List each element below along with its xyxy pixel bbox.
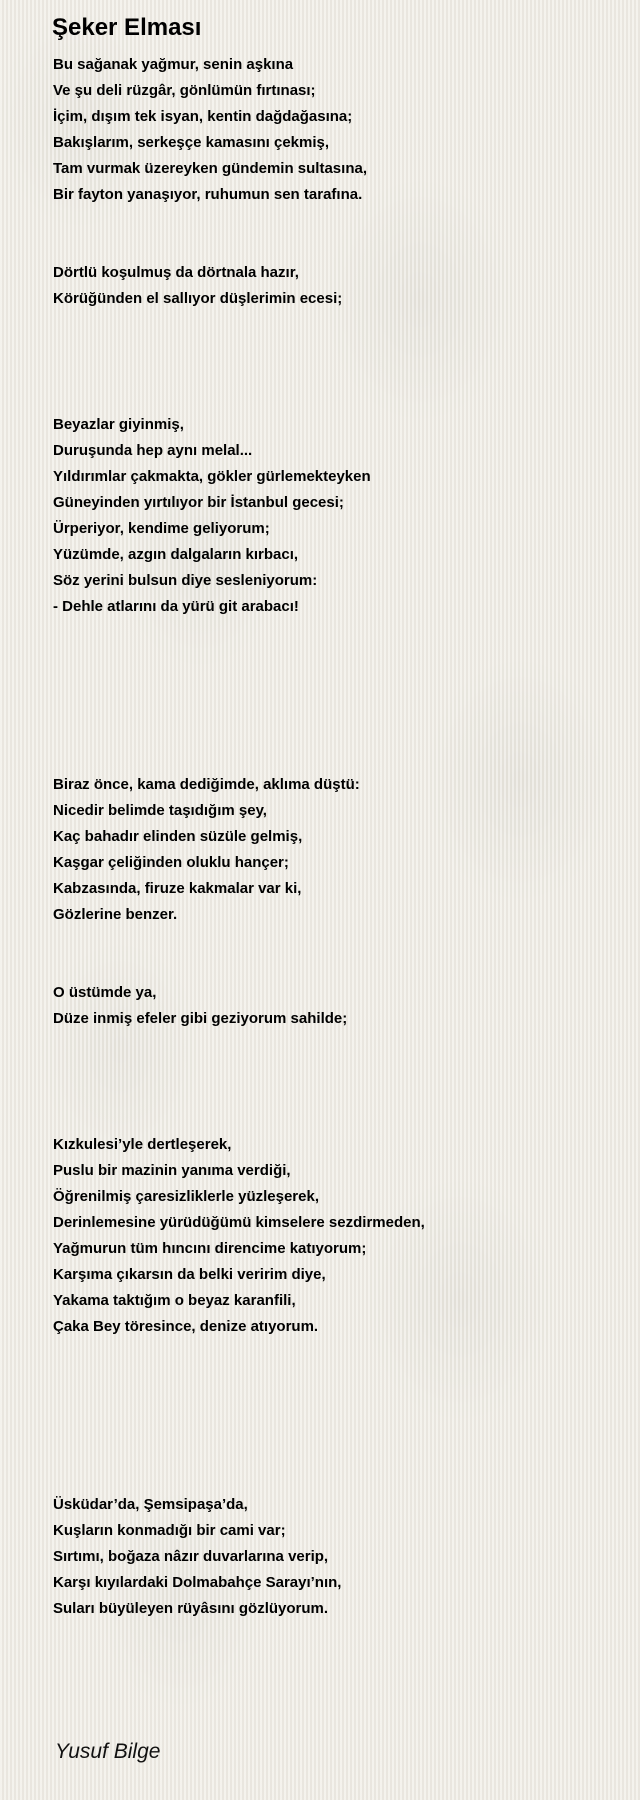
poem-line: Tam vurmak üzereyken gündemin sultasına, <box>53 160 367 177</box>
poem-line: Bu sağanak yağmur, senin aşkına <box>53 56 294 73</box>
poem-line: Puslu bir mazinin yanıma verdiği, <box>53 1162 291 1179</box>
poem-line: Karşıma çıkarsın da belki veririm diye, <box>53 1266 326 1283</box>
poem-line: Kaç bahadır elinden süzüle gelmiş, <box>53 828 303 845</box>
stanza-5 <box>53 980 347 1032</box>
stanza-1 <box>53 52 367 208</box>
poem-line: Duruşunda hep aynı melal... <box>53 442 253 459</box>
poem-line: Öğrenilmiş çaresizliklerle yüzleşerek, <box>53 1188 319 1205</box>
poem-line: Düze inmiş efeler gibi geziyorum sahilde; <box>53 1010 348 1027</box>
poem-line: Biraz önce, kama dediğimde, aklıma düştü: <box>53 776 360 793</box>
poem-line: Yağmurun tüm hıncını direncime katıyorum; <box>53 1240 367 1257</box>
poem-line: Bir fayton yanaşıyor, ruhumun sen tarafına. <box>53 186 363 203</box>
poem-title: Şeker Elması <box>52 14 202 41</box>
poem-line: Karşı kıyılardaki Dolmabahçe Sarayı’nın, <box>53 1574 342 1591</box>
poem-line: Söz yerini bulsun diye sesleniyorum: <box>53 572 318 589</box>
poem-line: Nicedir belimde taşıdığım şey, <box>53 802 267 819</box>
stanza-7 <box>53 1492 341 1622</box>
stanza-4 <box>53 772 360 928</box>
poem-line: Beyazlar giyinmiş, <box>53 416 184 433</box>
poem-line: Üsküdar’da, Şemsipaşa’da, <box>53 1496 248 1513</box>
stanza-3 <box>53 412 371 620</box>
poem-line: Sırtımı, boğaza nâzır duvarlarına verip, <box>53 1548 329 1565</box>
poem-line: Yüzümde, azgın dalgaların kırbacı, <box>53 546 299 563</box>
stanza-2 <box>53 260 342 312</box>
poem-line: O üstümde ya, <box>53 984 157 1001</box>
poem-line: Ve şu deli rüzgâr, gönlümün fırtınası; <box>53 82 316 99</box>
poem-line: - Dehle atlarını da yürü git arabacı! <box>53 598 299 615</box>
poem-line: Kaşgar çeliğinden oluklu hançer; <box>53 854 289 871</box>
poem-line: Dörtlü koşulmuş da dörtnala hazır, <box>53 264 299 281</box>
poem-line: Derinlemesine yürüdüğümü kimselere sezdirmeden, <box>53 1214 425 1231</box>
poem-line: Yıldırımlar çakmakta, gökler gürlemekteyken <box>53 468 371 485</box>
poem-line: Yakama taktığım o beyaz karanfili, <box>53 1292 296 1309</box>
poem-line: Gözlerine benzer. <box>53 906 178 923</box>
poem-line: Ürperiyor, kendime geliyorum; <box>53 520 270 537</box>
poem-line: Kuşların konmadığı bir cami var; <box>53 1522 286 1539</box>
poem-author: Yusuf Bilge <box>55 1740 161 1763</box>
poem-line: Kızkulesi’yle dertleşerek, <box>53 1136 232 1153</box>
poem-line: Güneyinden yırtılıyor bir İstanbul gecesi; <box>53 494 344 511</box>
poem-line: İçim, dışım tek isyan, kentin dağdağasına; <box>53 108 353 125</box>
poem-line: Kabzasında, firuze kakmalar var ki, <box>53 880 302 897</box>
poem-line: Bakışlarım, serkeşçe kamasını çekmiş, <box>53 134 330 151</box>
poem-line: Körüğünden el sallıyor düşlerimin ecesi; <box>53 290 343 307</box>
stanza-6 <box>53 1132 425 1340</box>
poem-line: Suları büyüleyen rüyâsını gözlüyorum. <box>53 1600 329 1617</box>
poem-line: Çaka Bey töresince, denize atıyorum. <box>53 1318 319 1335</box>
